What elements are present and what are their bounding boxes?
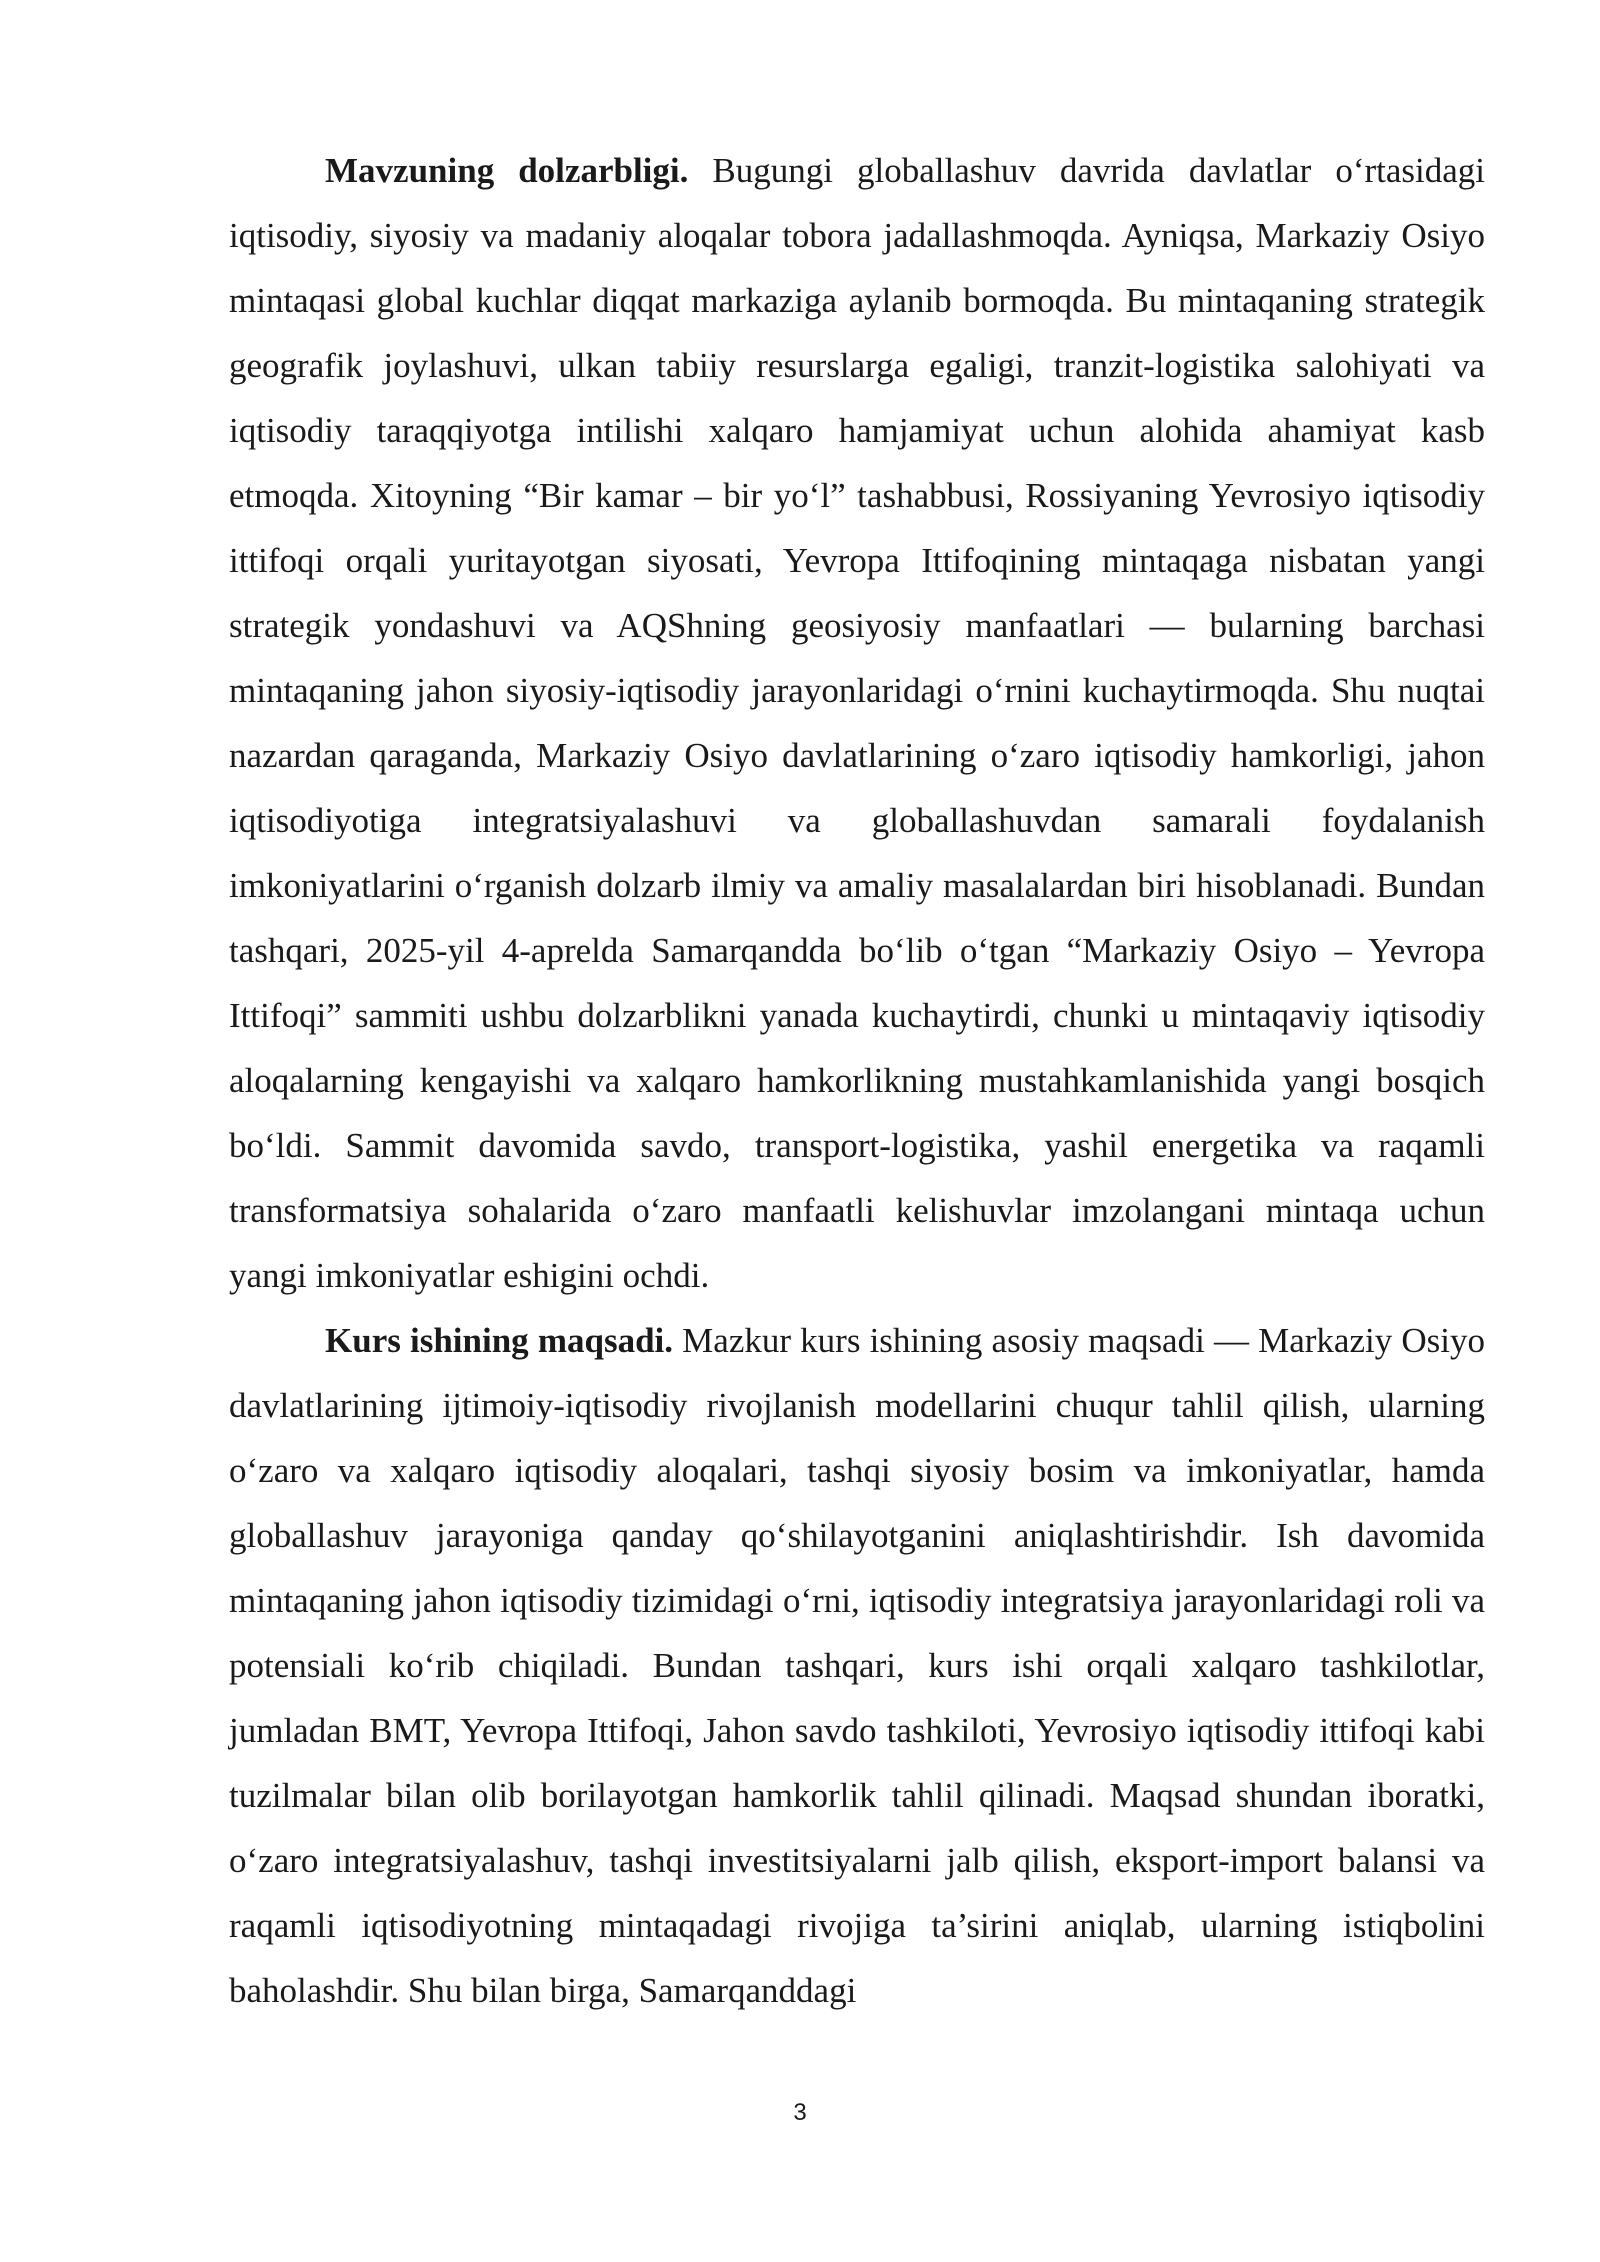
paragraph-text: Mazkur kurs ishining asosiy maqsadi — Markaziy Osiyo davlatlarining ijtimoiy-iqtisodiy rivojlanish modellarini chuqur tahlil qilish, ularning o‘zaro va xalqaro iqtisodiy aloqalari, tashqi siyosiy bosim va imkoniyatlar, hamda globallashuv jarayoniga qanday qo‘shilayotganini aniqlashtirishdir. Ish davomida mintaqaning jahon iqtisodiy tizimidagi o‘rni, iqtisodiy integratsiya jarayonlaridagi roli va potensiali ko‘rib chiqiladi. Bundan tashqari, kurs ishi orqali xalqaro tashkilotlar, jumladan BMT, Yevropa Ittifoqi, Jahon savdo tashkiloti, Yevrosiyo iqtisodiy ittifoqi kabi tuzilmalar bilan olib borilayotgan hamkorlik tahlil qilinadi. Maqsad shundan iboratki, o‘zaro integratsiyalashuv, tashqi investitsiyalarni jalb qilish, eksport-import balansi va raqamli iqtisodiyotning mintaqadagi rivojiga ta’sirini aniqlab, ularning istiqbolini baholashdir. Shu bilan birga, Samarqanddagi <box>229 1321 1485 2010</box>
paragraph-text: Bugungi globallashuv davrida davlatlar o‘rtasidagi iqtisodiy, siyosiy va madaniy aloqalar tobora jadallashmoqda. Ayniqsa, Markaziy Osiyo mintaqasi global kuchlar diqqat markaziga aylanib bormoqda. Bu mintaqaning strategik geografik joylashuvi, ulkan tabiiy resurslarga egaligi, tranzit-logistika salohiyati va iqtisodiy taraqqiyotga intilishi xalqaro hamjamiyat uchun alohida ahamiyat kasb etmoqda. Xitoyning “Bir kamar – bir yo‘l” tashabbusi, Rossiyaning Yevrosiyo iqtisodiy ittifoqi orqali yuritayotgan siyosati, Yevropa Ittifoqining mintaqaga nisbatan yangi strategik yondashuvi va AQShning geosiyosiy manfaatlari — bularning barchasi mintaqaning jahon siyosiy-iqtisodiy jarayonlaridagi o‘rnini kuchaytirmoqda. Shu nuqtai nazardan qaraganda, Markaziy Osiyo davlatlarining o‘zaro iqtisodiy hamkorligi, jahon iqtisodiyotiga integratsiyalashuvi va globallashuvdan samarali foydalanish imkoniyatlarini o‘rganish dolzarb ilmiy va amaliy masalalardan biri hisoblanadi. Bundan tashqari, 2025-yil 4-aprelda Samarqandda bo‘lib o‘tgan “Markaziy Osiyo – Yevropa Ittifoqi” sammiti ushbu dolzarblikni yanada kuchaytirdi, chunki u mintaqaviy iqtisodiy aloqalarning kengayishi va xalqaro hamkorlikning mustahkamlanishida yangi bosqich bo‘ldi. Sammit davomida savdo, transport-logistika, yashil energetika va raqamli transformatsiya sohalarida o‘zaro manfaatli kelishuvlar imzolangani mintaqa uchun yangi imkoniyatlar eshigini ochdi. <box>229 151 1486 1295</box>
page-body <box>229 138 1485 2023</box>
paragraph-relevance <box>229 138 1485 1308</box>
paragraph-purpose <box>229 1308 1485 2023</box>
page-number: 3 <box>793 2099 807 2126</box>
paragraph-heading: Mavzuning dolzarbligi. <box>325 151 689 190</box>
paragraph-heading: Kurs ishining maqsadi. <box>325 1321 674 1360</box>
